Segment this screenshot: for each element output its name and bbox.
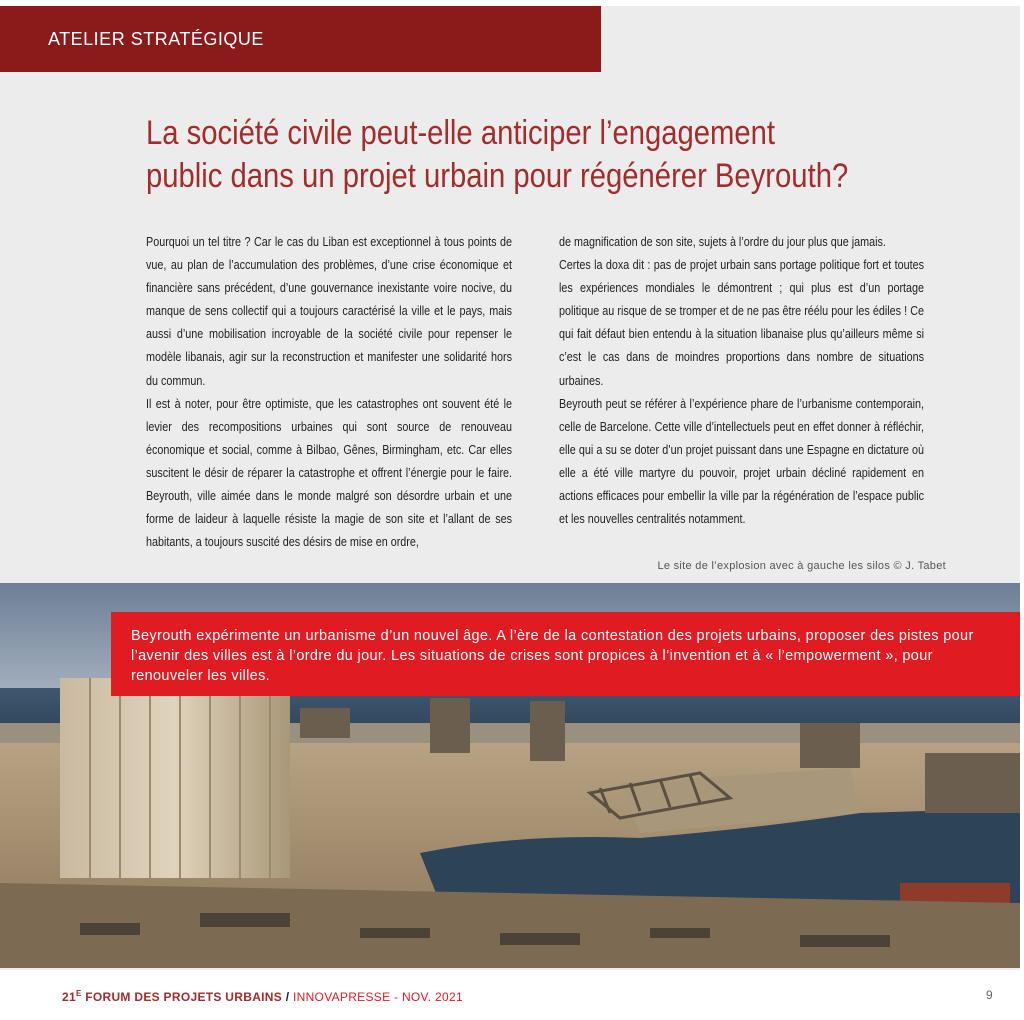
paragraph: Certes la doxa dit : pas de projet urbain sans portage politique fort et toutes les expériences mondiales le démontrent ; qui plus est d’un portage politique au risque de se tromper et de ne pas être réélu pour les édiles ! Ce qui fait défaut bien entendu à la situation libanaise plus qu’ailleurs même si c’est le cas dans de moindres proportions dans nombre de situations urbaines. <box>559 257 925 388</box>
footer-slash: / <box>285 990 290 1004</box>
article-title <box>146 112 920 198</box>
page-number: 9 <box>986 988 993 1002</box>
footer-publisher: INNOVAPRESSE - NOV. 2021 <box>289 990 463 1004</box>
photo-caption: Le site de l’explosion avec à gauche les silos © J. Tabet <box>657 560 946 572</box>
pull-quote-callout: Beyrouth expérimente un urbanisme d’un nouvel âge. A l’ère de la contestation des projets urbains, proposer des pistes pour l’avenir des villes est à l’ordre du jour. Les situations de crises sont propices à l’invention et à « l’empowerment », pour renouveler les villes. <box>111 612 1020 696</box>
paragraph: Beyrouth peut se référer à l’expérience phare de l’urbanisme contemporain, celle de Barcelone. Cette ville d’intellectuels peut en effet donner à réfléchir, elle qui a su se doter d’un projet puissant dans une Espagne en dictature où elle a été ville martyre du pouvoir, projet urbain décliné rapidement en actions efficaces pour embellir la ville par la régénération de l’espace public et les nouvelles centralités notamment. <box>559 395 925 527</box>
footer-publication <box>62 989 463 1004</box>
forum-text: FORUM DES PROJETS URBAINS <box>81 990 286 1004</box>
article-column-right <box>559 230 924 530</box>
paragraph: Pourquoi un tel titre ? Car le cas du Liban est exceptionnel à tous points de vue, au plan de l’accumulation des problèmes, d’une crise économique et financière sans précédent, d’une gouvernance inexistante voire nocive, du manque de sens collectif qui a toujours caractérisé la ville et le pays, mais aussi d’une mobilisation incroyable de la société civile pour repenser le modèle libanais, agir sur la reconstruction et manifester une solidarité hors du commun. <box>146 234 513 388</box>
section-banner <box>0 6 601 72</box>
title-line-1: La société civile peut-elle anticiper l’engagement <box>146 114 776 152</box>
title-line-2: public dans un projet urbain pour régénérer Beyrouth? <box>146 157 849 195</box>
article-column-left <box>146 230 512 553</box>
paragraph: Il est à noter, pour être optimiste, que les catastrophes ont souvent été le levier des recompositions urbaines qui sont source de renouveau économique et social, comme à Bilbao, Gênes, Birmingham, etc. Car elles suscitent le désir de réparer la catastrophe et offrent l’énergie pour le faire. Beyrouth, ville aimée dans le monde malgré son désordre urbain et une forme de laideur à laquelle résiste la magie de son site et l’allant de ses habitants, a toujours suscité des désirs de mise en ordre, <box>146 395 513 550</box>
forum-number: 21 <box>62 990 76 1004</box>
section-label: ATELIER STRATÉGIQUE <box>48 28 264 49</box>
page-footer <box>0 970 1024 1020</box>
paragraph: de magnification de son site, sujets à l’ordre du jour plus que jamais. <box>559 234 886 249</box>
forum-superscript: E <box>75 989 82 998</box>
